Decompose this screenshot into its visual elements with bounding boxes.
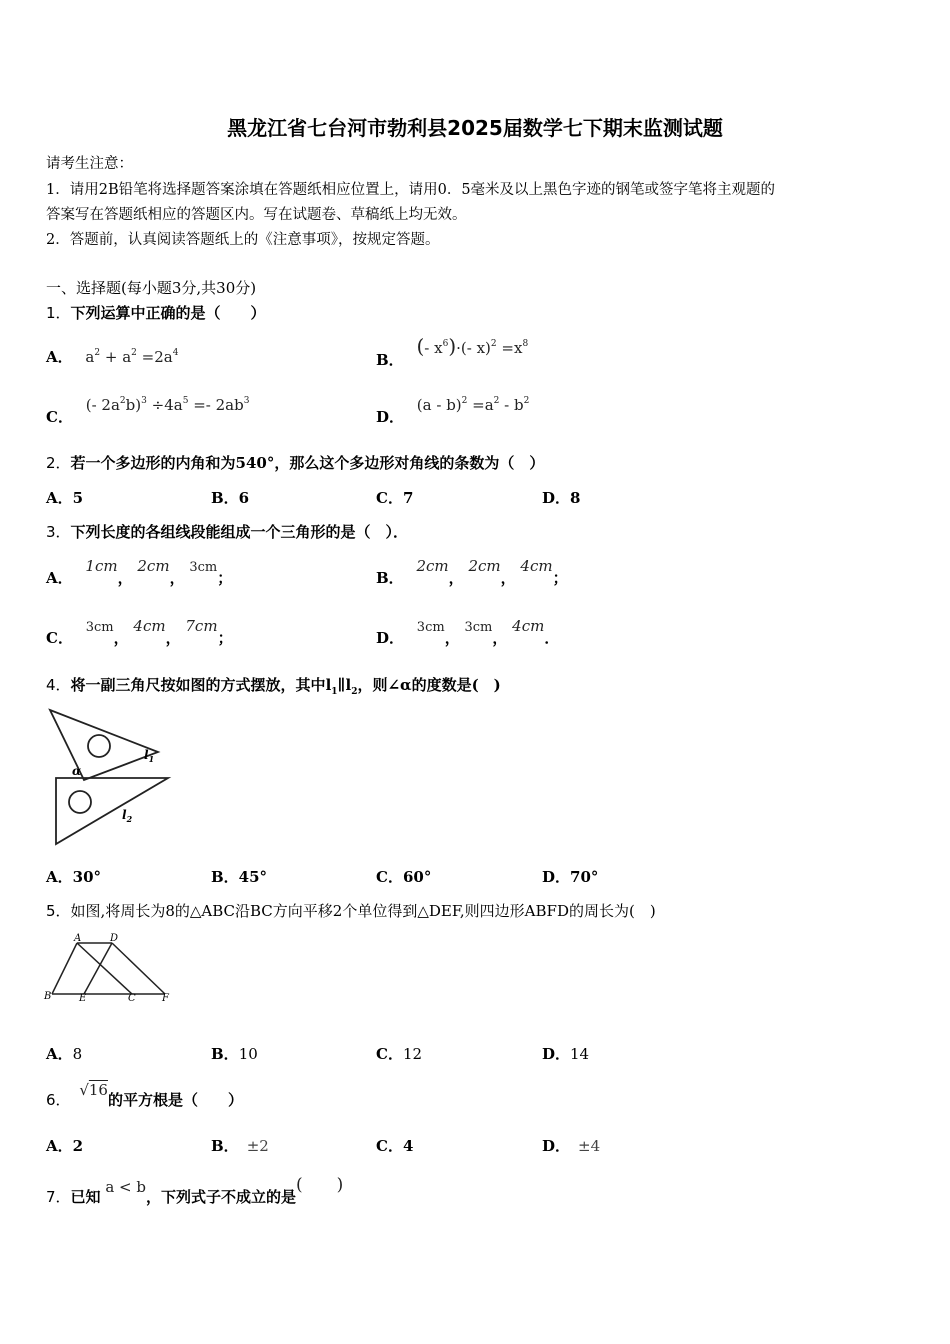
q5-option-b (211, 1043, 258, 1064)
point-e-label: E (79, 993, 87, 1004)
length-value: 3cm (416, 620, 445, 635)
q5-option-d (542, 1043, 589, 1064)
question-3 (46, 521, 408, 542)
option-label: C． (376, 1045, 403, 1063)
option-label: D． (542, 1137, 571, 1155)
separator: ， (500, 569, 516, 587)
separator: ． (544, 629, 560, 647)
option-value: 12 (402, 1045, 423, 1063)
page-title: 黑龙江省七台河市勃利县2025届数学七下期末监测试题 (227, 116, 723, 140)
separator: ， (113, 629, 129, 647)
line-l1: l (325, 676, 332, 694)
subscript: 1 (331, 687, 338, 697)
point-f-label: F (162, 993, 169, 1004)
q1-option-c (46, 396, 250, 427)
separator: ， (492, 629, 508, 647)
q2-option-d: D．8 (542, 489, 581, 507)
question-stem: 若一个多边形的内角和为540°，那么这个多边形对角线的条数为（ ） (70, 454, 545, 472)
alpha-label: α (72, 764, 82, 778)
option-value: ±4 (578, 1137, 601, 1155)
separator: ， (444, 629, 460, 647)
option-label: D． (542, 1045, 571, 1063)
separator: ； (552, 569, 568, 587)
parallel-symbol: ∥ (337, 676, 346, 694)
upper-circle (88, 735, 110, 757)
point-b-label: B (44, 991, 52, 1002)
question-stem: 下列长度的各组线段能组成一个三角形的是（ ）． (70, 523, 409, 541)
option-label: B． (376, 351, 404, 369)
option-value: ±2 (246, 1137, 269, 1155)
point-c-label: C (128, 993, 136, 1004)
separator: ， (169, 569, 185, 587)
length-value: 3cm (85, 620, 114, 635)
q6-option-c: C．4 (376, 1137, 414, 1155)
question-number: 5． (46, 902, 71, 920)
segment-df (112, 943, 165, 994)
option-label: C． (46, 408, 73, 426)
separator: ， (117, 569, 133, 587)
q2-option-b: B．6 (211, 489, 250, 507)
length-value: 2cm (416, 557, 449, 575)
option-label: C． (46, 629, 73, 647)
q1-c-formula: (- $2a^2b)^3 \div 4a^5 =- 2ab^3$ (85, 396, 250, 414)
q1-option-a (46, 346, 178, 367)
radicand: 16 (88, 1081, 108, 1099)
notice-line-2: 答案写在答题纸相应的答题区内。写在试题卷、草稿纸上均无效。 (46, 207, 467, 223)
separator: ； (217, 629, 233, 647)
option-value: 10 (238, 1045, 258, 1063)
l2-label: $l_2$ (122, 808, 133, 824)
q2-option-a: A．5 (46, 489, 84, 507)
separator: ； (217, 569, 233, 587)
q6-option-a: A．2 (46, 1137, 84, 1155)
section-heading: 一、选择题(每小题3分,共30分) (46, 279, 257, 297)
q2-option-c: C．7 (376, 489, 414, 507)
question-number: 6． (46, 1091, 71, 1109)
question-7 (46, 1175, 344, 1207)
q1-d-formula: $(a - b)^2 =a^2 - b^2$ (416, 396, 530, 414)
notice-line-1: 1．请用2B铅笔将选择题答案涂填在答题纸相应位置上，请用0．5毫米及以上黑色字迹的钢笔或签字笔将主观题的 (46, 182, 776, 198)
l1-label: $l_1$ (144, 748, 155, 764)
notice-heading: 请考生注意： (46, 156, 133, 172)
q5-option-a (46, 1043, 82, 1064)
option-label: D． (376, 408, 405, 426)
question-stem: 下列运算中正确的是（ ） (70, 304, 266, 322)
length-value: 3cm (189, 560, 218, 575)
option-label: A． (46, 569, 73, 587)
sqrt-16: √16 (79, 1081, 108, 1099)
question-4 (46, 674, 501, 697)
q3-option-c (46, 617, 233, 648)
question-stem: 如图,将周长为8的△ABC沿BC方向平移2个单位得到△DEF,则四边形ABFD的周长为( ) (70, 902, 656, 920)
question-number: 3． (46, 523, 71, 541)
question-6 (46, 1081, 243, 1110)
length-value: 4cm (520, 557, 553, 575)
subscript: 2 (351, 687, 358, 697)
line-l2: l (345, 676, 352, 694)
length-value: 2cm (137, 557, 170, 575)
option-value: 8 (72, 1045, 83, 1063)
question-stem-end: ，下列式子不成立的是 (146, 1188, 297, 1206)
q6-option-d (542, 1135, 600, 1156)
separator: ， (448, 569, 464, 587)
question-5 (46, 900, 656, 921)
length-value: 3cm (464, 620, 493, 635)
question-number: 4． (46, 676, 71, 694)
point-d-label: D (110, 933, 119, 944)
segment-de (84, 943, 112, 994)
answer-paren: ( ) (296, 1175, 344, 1195)
q3-option-b (376, 557, 568, 588)
q4-option-d: D．70° (542, 868, 599, 886)
point-a-label: A (74, 933, 82, 944)
q1-option-d (376, 396, 530, 427)
question-1 (46, 302, 266, 323)
question-stem: 已知 (70, 1188, 101, 1206)
option-label: B． (211, 1137, 239, 1155)
lower-circle (69, 791, 91, 813)
question-2 (46, 452, 544, 473)
q3-option-a (46, 557, 233, 588)
condition-formula: a < b (105, 1178, 146, 1196)
length-value: 2cm (468, 557, 501, 575)
q4-option-c: C．60° (376, 868, 432, 886)
q4-option-a: A．30° (46, 868, 102, 886)
q5-option-c (376, 1043, 422, 1064)
q1-b-formula: (- $x^6)\cdot(-$ $x)^2 =x^8$ (416, 334, 529, 358)
option-label: A． (46, 1045, 73, 1063)
question-number: 1． (46, 304, 71, 322)
q1-option-b (376, 334, 529, 370)
question-stem-end: ，则∠α的度数是( ) (357, 676, 501, 694)
q3-option-d (376, 617, 560, 648)
q6-option-b (211, 1135, 269, 1156)
separator: ， (165, 629, 181, 647)
triangle-rulers-figure (44, 702, 174, 850)
segment-ab (52, 943, 77, 994)
option-label: B． (211, 1045, 239, 1063)
segment-ac (77, 943, 132, 994)
q1-a-formula: $a^2 + a^2 =2a^4$ (85, 348, 179, 366)
length-value: 1cm (85, 557, 118, 575)
option-value: 14 (570, 1045, 590, 1063)
question-number: 2． (46, 454, 71, 472)
translation-figure (40, 930, 180, 1006)
length-value: 4cm (512, 617, 545, 635)
length-value: 4cm (133, 617, 166, 635)
option-label: B． (376, 569, 404, 587)
upper-triangle (50, 710, 158, 780)
q4-option-b: B．45° (211, 868, 268, 886)
question-stem: 的平方根是（ ） (107, 1091, 243, 1109)
option-label: A． (46, 348, 73, 366)
length-value: 7cm (185, 617, 218, 635)
notice-line-3: 2．答题前，认真阅读答题纸上的《注意事项》，按规定答题。 (46, 232, 440, 248)
question-stem: 将一副三角尺按如图的方式摆放，其中 (70, 676, 326, 694)
option-label: D． (376, 629, 405, 647)
question-number: 7． (46, 1188, 71, 1206)
